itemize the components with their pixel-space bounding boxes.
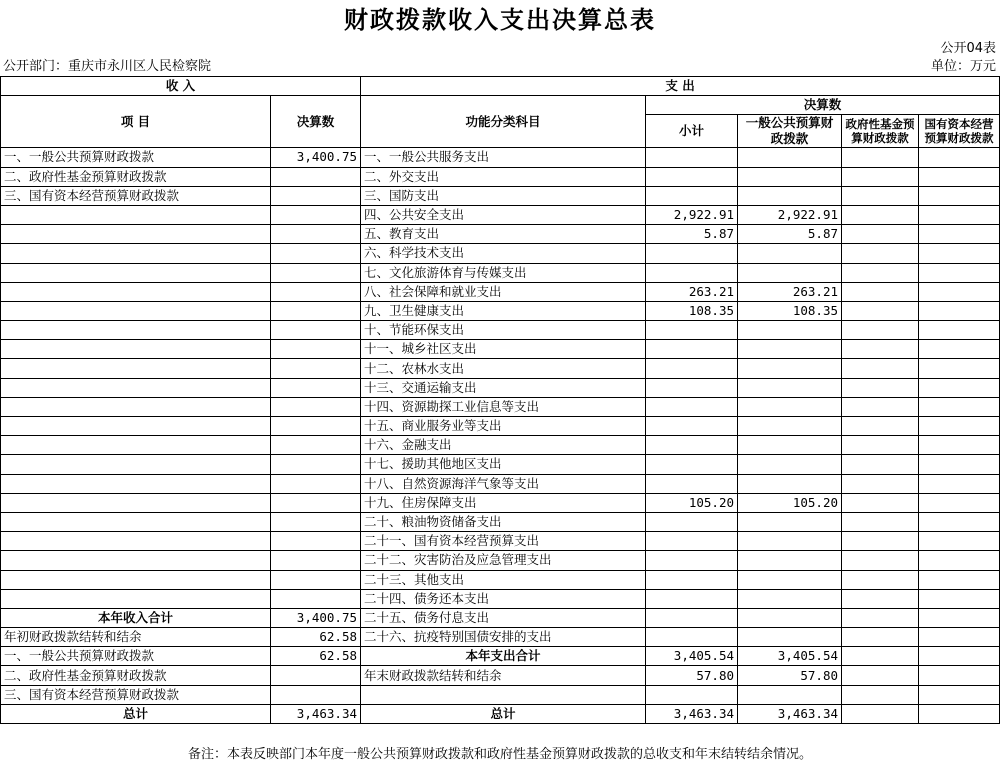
expense-item-cell: 十八、自然资源海洋气象等支出 (361, 474, 646, 493)
subtotal-cell (646, 148, 738, 167)
expense-item-cell: 五、教育支出 (361, 225, 646, 244)
gov-fund-cell (842, 570, 919, 589)
state-capital-cell (919, 685, 1000, 704)
gov-fund-cell (842, 589, 919, 608)
subtotal-cell (646, 436, 738, 455)
subtotal-cell (646, 378, 738, 397)
subtotal-cell: 108.35 (646, 301, 738, 320)
subtotal-cell: 3,463.34 (646, 704, 738, 723)
final-header: 决算数 (646, 96, 1000, 115)
state-capital-cell (919, 436, 1000, 455)
state-capital-cell (919, 225, 1000, 244)
general-budget-cell (738, 474, 842, 493)
state-capital-cell (919, 321, 1000, 340)
gov-fund-cell (842, 628, 919, 647)
income-item-cell: 二、政府性基金预算财政拨款 (1, 666, 271, 685)
expense-item-cell: 二十二、灾害防治及应急管理支出 (361, 551, 646, 570)
dept-unit-line (0, 58, 1000, 76)
gov-fund-cell (842, 263, 919, 282)
table-row (1, 551, 1000, 570)
general-budget-cell: 3,463.34 (738, 704, 842, 723)
state-capital-cell (919, 512, 1000, 531)
table-row (1, 378, 1000, 397)
state-capital-cell (919, 301, 1000, 320)
income-item-cell (1, 225, 271, 244)
subtotal-cell (646, 397, 738, 416)
income-item-cell (1, 436, 271, 455)
gov-fund-cell (842, 205, 919, 224)
general-budget-cell (738, 551, 842, 570)
income-amount-cell (271, 493, 361, 512)
state-capital-cell (919, 378, 1000, 397)
expense-item-cell: 三、国防支出 (361, 186, 646, 205)
income-amount-cell (271, 512, 361, 531)
income-item-cell (1, 493, 271, 512)
general-budget-cell: 5.87 (738, 225, 842, 244)
expense-item-cell: 十九、住房保障支出 (361, 493, 646, 512)
subtotal-cell (646, 512, 738, 531)
state-capital-cell (919, 570, 1000, 589)
income-item-cell: 本年收入合计 (1, 608, 271, 627)
gov-fund-cell (842, 321, 919, 340)
budget-table (0, 76, 1000, 724)
gov-fund-cell (842, 417, 919, 436)
subtotal-cell: 263.21 (646, 282, 738, 301)
general-budget-cell (738, 512, 842, 531)
income-item-cell (1, 589, 271, 608)
income-item-cell: 二、政府性基金预算财政拨款 (1, 167, 271, 186)
expense-item-cell: 十四、资源勘探工业信息等支出 (361, 397, 646, 416)
state-capital-cell (919, 474, 1000, 493)
table-row (1, 532, 1000, 551)
state-capital-cell (919, 205, 1000, 224)
gov-fund-cell (842, 397, 919, 416)
income-amount-cell (271, 589, 361, 608)
state-capital-cell (919, 359, 1000, 378)
state-capital-header: 国有资本经营预算财政拨款 (919, 115, 1000, 148)
subtotal-cell (646, 321, 738, 340)
general-budget-cell (738, 167, 842, 186)
income-amount-cell: 62.58 (271, 628, 361, 647)
general-budget-cell (738, 263, 842, 282)
income-amount-cell (271, 570, 361, 589)
gov-fund-cell (842, 666, 919, 685)
table-row (1, 474, 1000, 493)
income-item-cell (1, 301, 271, 320)
subtotal-cell (646, 244, 738, 263)
general-budget-cell (738, 359, 842, 378)
table-row (1, 167, 1000, 186)
subtotal-cell (646, 263, 738, 282)
state-capital-cell (919, 186, 1000, 205)
table-row (1, 186, 1000, 205)
income-item-cell (1, 205, 271, 224)
footnote: 备注：本表反映部门本年度一般公共预算财政拨款和政府性基金预算财政拨款的总收支和年末结转结余情况。 (187, 747, 812, 762)
report-title: 财政拨款收入支出决算总表 (344, 5, 656, 34)
gov-fund-cell (842, 340, 919, 359)
table-row (1, 205, 1000, 224)
state-capital-cell (919, 167, 1000, 186)
summary-row (1, 608, 1000, 627)
expense-item-cell: 四、公共安全支出 (361, 205, 646, 224)
state-capital-cell (919, 704, 1000, 723)
income-item-cell (1, 244, 271, 263)
expense-item-cell: 二、外交支出 (361, 167, 646, 186)
income-item-cell (1, 340, 271, 359)
general-budget-cell (738, 417, 842, 436)
income-item-cell (1, 263, 271, 282)
state-capital-cell (919, 666, 1000, 685)
gov-fund-cell (842, 186, 919, 205)
expense-item-cell: 十三、交通运输支出 (361, 378, 646, 397)
gov-fund-cell (842, 359, 919, 378)
income-item-cell (1, 455, 271, 474)
income-header: 收 入 (1, 77, 361, 96)
gov-fund-header: 政府性基金预算财政拨款 (842, 115, 919, 148)
expense-item-cell: 二十三、其他支出 (361, 570, 646, 589)
subtotal-cell (646, 532, 738, 551)
income-amount-cell (271, 666, 361, 685)
state-capital-cell (919, 493, 1000, 512)
expense-item-cell: 年末财政拨款结转和结余 (361, 666, 646, 685)
table-row (1, 455, 1000, 474)
gov-fund-cell (842, 704, 919, 723)
expense-item-cell: 七、文化旅游体育与传媒支出 (361, 263, 646, 282)
table-row (1, 244, 1000, 263)
general-budget-cell: 57.80 (738, 666, 842, 685)
income-item-cell (1, 282, 271, 301)
expense-item-cell: 本年支出合计 (361, 647, 646, 666)
income-amount-cell (271, 321, 361, 340)
gov-fund-cell (842, 455, 919, 474)
amount-header: 决算数 (271, 96, 361, 148)
gov-fund-cell (842, 493, 919, 512)
expense-item-cell (361, 685, 646, 704)
subtotal-cell: 105.20 (646, 493, 738, 512)
subtotal-cell (646, 417, 738, 436)
income-item-cell (1, 474, 271, 493)
table-row (1, 417, 1000, 436)
form-number-line (0, 40, 1000, 58)
department-label: 公开部门：重庆市永川区人民检察院 (3, 59, 212, 74)
subtotal-cell (646, 589, 738, 608)
general-budget-cell (738, 321, 842, 340)
general-budget-cell (738, 532, 842, 551)
income-item-cell (1, 570, 271, 589)
table-row (1, 589, 1000, 608)
summary-row (1, 666, 1000, 685)
income-item-cell: 三、国有资本经营预算财政拨款 (1, 685, 271, 704)
expense-item-cell: 十、节能环保支出 (361, 321, 646, 340)
income-amount-cell: 3,400.75 (271, 608, 361, 627)
state-capital-cell (919, 647, 1000, 666)
table-row (1, 436, 1000, 455)
income-item-cell (1, 551, 271, 570)
table-row (1, 359, 1000, 378)
income-amount-cell (271, 551, 361, 570)
func-header: 功能分类科目 (361, 96, 646, 148)
general-budget-cell: 105.20 (738, 493, 842, 512)
gov-fund-cell (842, 148, 919, 167)
general-budget-cell (738, 397, 842, 416)
gov-fund-cell (842, 608, 919, 627)
general-budget-cell: 108.35 (738, 301, 842, 320)
gov-fund-cell (842, 378, 919, 397)
table-row (1, 321, 1000, 340)
income-amount-cell (271, 244, 361, 263)
general-budget-cell (738, 455, 842, 474)
subtotal-cell (646, 167, 738, 186)
state-capital-cell (919, 340, 1000, 359)
income-item-cell: 三、国有资本经营预算财政拨款 (1, 186, 271, 205)
general-budget-cell (738, 186, 842, 205)
expense-item-cell: 二十四、债务还本支出 (361, 589, 646, 608)
income-item-cell (1, 321, 271, 340)
income-item-cell (1, 532, 271, 551)
subtotal-cell (646, 570, 738, 589)
subtotal-cell (646, 608, 738, 627)
summary-row (1, 628, 1000, 647)
income-item-cell: 总计 (1, 704, 271, 723)
general-budget-cell (738, 570, 842, 589)
subtotal-cell: 5.87 (646, 225, 738, 244)
gov-fund-cell (842, 436, 919, 455)
general-budget-cell (738, 340, 842, 359)
general-budget-cell: 263.21 (738, 282, 842, 301)
gov-fund-cell (842, 301, 919, 320)
general-budget-cell (738, 628, 842, 647)
income-item-cell: 年初财政拨款结转和结余 (1, 628, 271, 647)
income-amount-cell (271, 359, 361, 378)
subtotal-cell (646, 359, 738, 378)
subtotal-cell (646, 340, 738, 359)
general-budget-cell (738, 148, 842, 167)
state-capital-cell (919, 628, 1000, 647)
table-row (1, 570, 1000, 589)
summary-row (1, 647, 1000, 666)
expense-item-cell: 八、社会保障和就业支出 (361, 282, 646, 301)
gov-fund-cell (842, 167, 919, 186)
subtotal-cell (646, 455, 738, 474)
subtotal-cell (646, 628, 738, 647)
table-row (1, 148, 1000, 167)
income-amount-cell (271, 205, 361, 224)
general-budget-cell (738, 685, 842, 704)
expense-item-cell: 二十六、抗疫特别国债安排的支出 (361, 628, 646, 647)
income-amount-cell (271, 397, 361, 416)
table-row (1, 340, 1000, 359)
income-item-cell: 一、一般公共预算财政拨款 (1, 148, 271, 167)
state-capital-cell (919, 455, 1000, 474)
state-capital-cell (919, 397, 1000, 416)
expense-item-cell: 一、一般公共服务支出 (361, 148, 646, 167)
general-budget-cell (738, 378, 842, 397)
income-item-cell (1, 397, 271, 416)
table-row (1, 263, 1000, 282)
income-amount-cell (271, 225, 361, 244)
state-capital-cell (919, 532, 1000, 551)
gov-fund-cell (842, 244, 919, 263)
subtotal-cell (646, 186, 738, 205)
income-item-cell: 一、一般公共预算财政拨款 (1, 647, 271, 666)
gov-fund-cell (842, 685, 919, 704)
expense-item-cell: 十五、商业服务业等支出 (361, 417, 646, 436)
general-budget-cell (738, 244, 842, 263)
expense-item-cell: 六、科学技术支出 (361, 244, 646, 263)
state-capital-cell (919, 263, 1000, 282)
expense-item-cell: 二十、粮油物资储备支出 (361, 512, 646, 531)
gov-fund-cell (842, 512, 919, 531)
expense-item-cell: 十二、农林水支出 (361, 359, 646, 378)
income-amount-cell (271, 301, 361, 320)
general-budget-cell (738, 608, 842, 627)
income-amount-cell (271, 340, 361, 359)
gov-fund-cell (842, 551, 919, 570)
gov-fund-cell (842, 532, 919, 551)
income-amount-cell: 62.58 (271, 647, 361, 666)
form-number: 公开04表 (940, 41, 996, 56)
table-row (1, 225, 1000, 244)
subtotal-cell (646, 551, 738, 570)
subtotal-cell (646, 474, 738, 493)
subtotal-header: 小计 (646, 115, 738, 148)
expense-item-cell: 九、卫生健康支出 (361, 301, 646, 320)
subtotal-cell: 2,922.91 (646, 205, 738, 224)
summary-row (1, 685, 1000, 704)
gov-fund-cell (842, 474, 919, 493)
income-item-cell (1, 417, 271, 436)
table-row (1, 282, 1000, 301)
state-capital-cell (919, 244, 1000, 263)
table-row (1, 512, 1000, 531)
expense-item-cell: 十一、城乡社区支出 (361, 340, 646, 359)
income-amount-cell (271, 282, 361, 301)
state-capital-cell (919, 282, 1000, 301)
summary-row (1, 704, 1000, 723)
general-budget-cell (738, 436, 842, 455)
subtotal-cell (646, 685, 738, 704)
income-amount-cell (271, 532, 361, 551)
general-budget-cell (738, 589, 842, 608)
expense-header: 支 出 (361, 77, 1000, 96)
state-capital-cell (919, 551, 1000, 570)
income-amount-cell (271, 685, 361, 704)
gov-fund-cell (842, 647, 919, 666)
state-capital-cell (919, 608, 1000, 627)
income-item-cell (1, 378, 271, 397)
expense-item-cell: 十六、金融支出 (361, 436, 646, 455)
income-item-cell (1, 512, 271, 531)
income-amount-cell (271, 455, 361, 474)
subtotal-cell: 57.80 (646, 666, 738, 685)
table-row (1, 301, 1000, 320)
state-capital-cell (919, 589, 1000, 608)
item-header: 项 目 (1, 96, 271, 148)
gov-fund-cell (842, 282, 919, 301)
expense-item-cell: 总计 (361, 704, 646, 723)
table-row (1, 397, 1000, 416)
income-item-cell (1, 359, 271, 378)
general-budget-cell: 3,405.54 (738, 647, 842, 666)
expense-item-cell: 二十五、债务付息支出 (361, 608, 646, 627)
unit-label: 单位：万元 (930, 59, 996, 74)
expense-item-cell: 十七、援助其他地区支出 (361, 455, 646, 474)
table-row (1, 493, 1000, 512)
income-amount-cell: 3,463.34 (271, 704, 361, 723)
income-amount-cell (271, 186, 361, 205)
state-capital-cell (919, 148, 1000, 167)
income-amount-cell (271, 167, 361, 186)
income-amount-cell (271, 436, 361, 455)
income-amount-cell (271, 474, 361, 493)
general-budget-header: 一般公共预算财政拨款 (738, 115, 842, 148)
state-capital-cell (919, 417, 1000, 436)
income-amount-cell (271, 417, 361, 436)
income-amount-cell (271, 378, 361, 397)
general-budget-cell: 2,922.91 (738, 205, 842, 224)
subtotal-cell: 3,405.54 (646, 647, 738, 666)
gov-fund-cell (842, 225, 919, 244)
income-amount-cell (271, 263, 361, 282)
expense-item-cell: 二十一、国有资本经营预算支出 (361, 532, 646, 551)
income-amount-cell: 3,400.75 (271, 148, 361, 167)
